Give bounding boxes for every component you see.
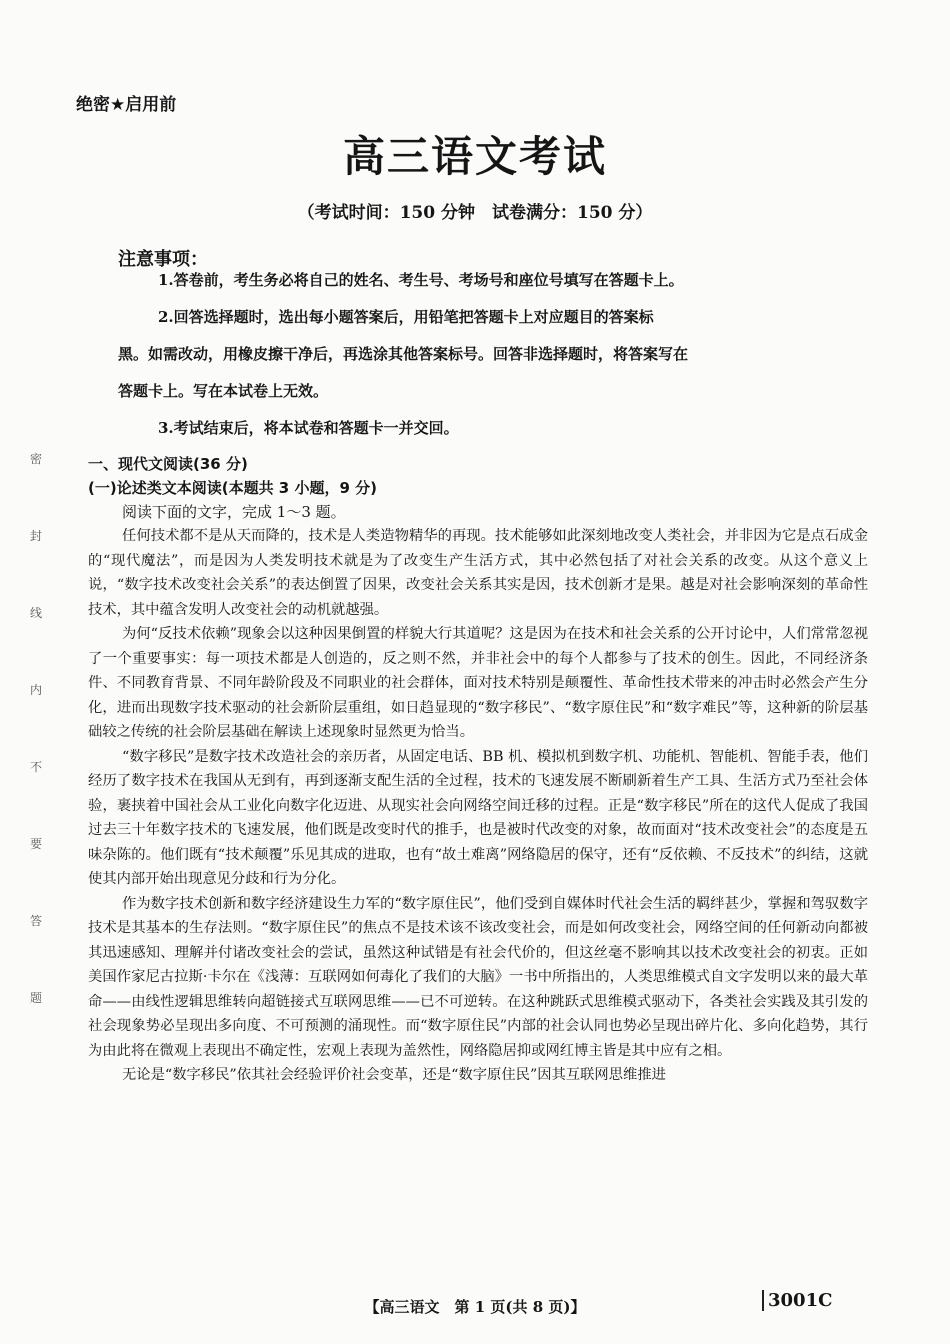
margin-char: 不 [30, 760, 43, 774]
notice-title: 注意事项： [118, 249, 208, 270]
notice-line: 2.回答选择题时，选出每小题答案后，用铅笔把答题卡上对应题目的答案标 [158, 308, 654, 326]
margin-char: 封 [30, 529, 43, 543]
margin-char: 要 [30, 837, 43, 851]
notice-line: 3.考试结束后，将本试卷和答题卡一并交回。 [158, 419, 459, 437]
exam-time-info: （考试时间：150 分钟 试卷满分：150 分） [297, 203, 653, 223]
notice-line: 1.答卷前，考生务必将自己的姓名、考生号、考场号和座位号填写在答题卡上。 [158, 271, 684, 289]
notice-line: 答题卡上。写在本试卷上无效。 [118, 382, 329, 400]
passage-paragraph: 作为数字技术创新和数字经济建设生力军的“数字原住民”，他们受到自媒体时代社会生活的羁绊甚少，掌握和驾驭数字技术是其基本的生存法则。“数字原住民”的焦点不是技术该不该改变社会，而是如何改变社会，网络空间的任何新动向都被其迅速感知、理解并付诸改变社会的尝试，虽然这种试错是有社会代价的，但这丝毫不影响其以技术改变社会的初衷。正如美国作家尼古拉斯·卡尔在《浅薄：互联网如何毒化了我们的大脑》一书中所指出的，人类思维模式自文字发明以来的最大革命——由线性逻辑思维转向超链接式互联网思维——已不可逆转。在这种跳跃式思维模式驱动下，各类社会实践及其引发的社会现象势必呈现出多向度、不可预测的涌现性。而“数字原住民”内部的社会认同也势必呈现出碎片化、多向化趋势，其行为由此将在微观上表现出不确定性，宏观上表现为盖然性，网络隐居抑或网红博主皆是其中应有之相。 [88, 895, 868, 1059]
passage-paragraph: “数字移民”是数字技术改造社会的亲历者，从固定电话、BB 机、模拟机到数字机、功能机、智能机、智能手表，他们经历了数字技术在我国从无到有，再到逐渐支配生活的全过程，技术的飞速发展不断刷新着生产工具、生活方式乃至社会体验，裹挟着中国社会从工业化向数字化迈进、从现实社会向网络空间迁移的过程。正是“数字移民”所在的这代人促成了我国过去三十年数字技术的飞速发展，他们既是改变时代的推手，也是被时代改变的对象，故而面对“技术改变社会”的态度是五味杂陈的。他们既有“技术颠覆”乐见其成的进取，也有“故土难离”网络隐居的保守，还有“反依赖、不反技术”的纠结，这就使其内部开始出现意见分歧和行为分化。 [88, 748, 868, 887]
margin-char: 密 [30, 452, 43, 466]
page-title: 高三语文考试 [342, 132, 607, 181]
page-footer: 【高三语文 第 1 页(共 8 页)】 [364, 1298, 586, 1316]
margin-char: 内 [30, 683, 43, 697]
secret-label: 绝密★启用前 [76, 95, 177, 115]
section-subheading: (一)论述类文本阅读(本题共 3 小题，9 分) [88, 479, 377, 497]
notice-list [118, 262, 858, 447]
margin-char: 线 [30, 606, 43, 620]
notice-line: 黑。如需改动，用橡皮擦干净后，再选涂其他答案标号。回答非选择题时，将答案写在 [118, 345, 689, 363]
passage-paragraph: 任何技术都不是从天而降的，技术是人类造物精华的再现。技术能够如此深刻地改变人类社会，并非因为它是点石成金的“现代魔法”，而是因为人类发明技术就是为了改变生产生活方式，其中必然包括了对社会关系的改变。从这个意义上说，“数字技术改变社会关系”的表达倒置了因果，改变社会关系其实是因，技术创新才是果。越是对社会影响深刻的革命性技术，其中蕴含发明人改变社会的动机就越强。 [88, 528, 868, 618]
exam-code: 3001C [762, 1290, 832, 1311]
passage-paragraph: 无论是“数字移民”依其社会经验评价社会变革，还是“数字原住民”因其互联网思维推进 [122, 1067, 666, 1083]
section-instruction: 阅读下面的文字，完成 1～3 题。 [122, 503, 346, 521]
margin-char: 答 [30, 914, 43, 928]
margin-char: 题 [30, 991, 43, 1005]
binding-line-text [30, 450, 48, 1006]
section-heading: 一、现代文阅读(36 分) [88, 455, 248, 473]
passage-paragraph: 为何“反技术依赖”现象会以这种因果倒置的样貌大行其道呢？这是因为在技术和社会关系的公开讨论中，人们常常忽视了一个重要事实：每一项技术都是人创造的，反之则不然，并非社会中的每个人都参与了技术的创生。因此，不同经济条件、不同教育背景、不同年龄阶段及不同职业的社会群体，面对技术特别是颠覆性、革命性技术带来的冲击时必然会产生分化，进而出现数字技术驱动的社会新阶层重组，如日趋显现的“数字移民”、“数字原住民”和“数字难民”等，这种新的阶层基础较之传统的社会阶层基础在解读上述现象时显然更为恰当。 [88, 626, 868, 740]
reading-section [88, 452, 868, 1088]
